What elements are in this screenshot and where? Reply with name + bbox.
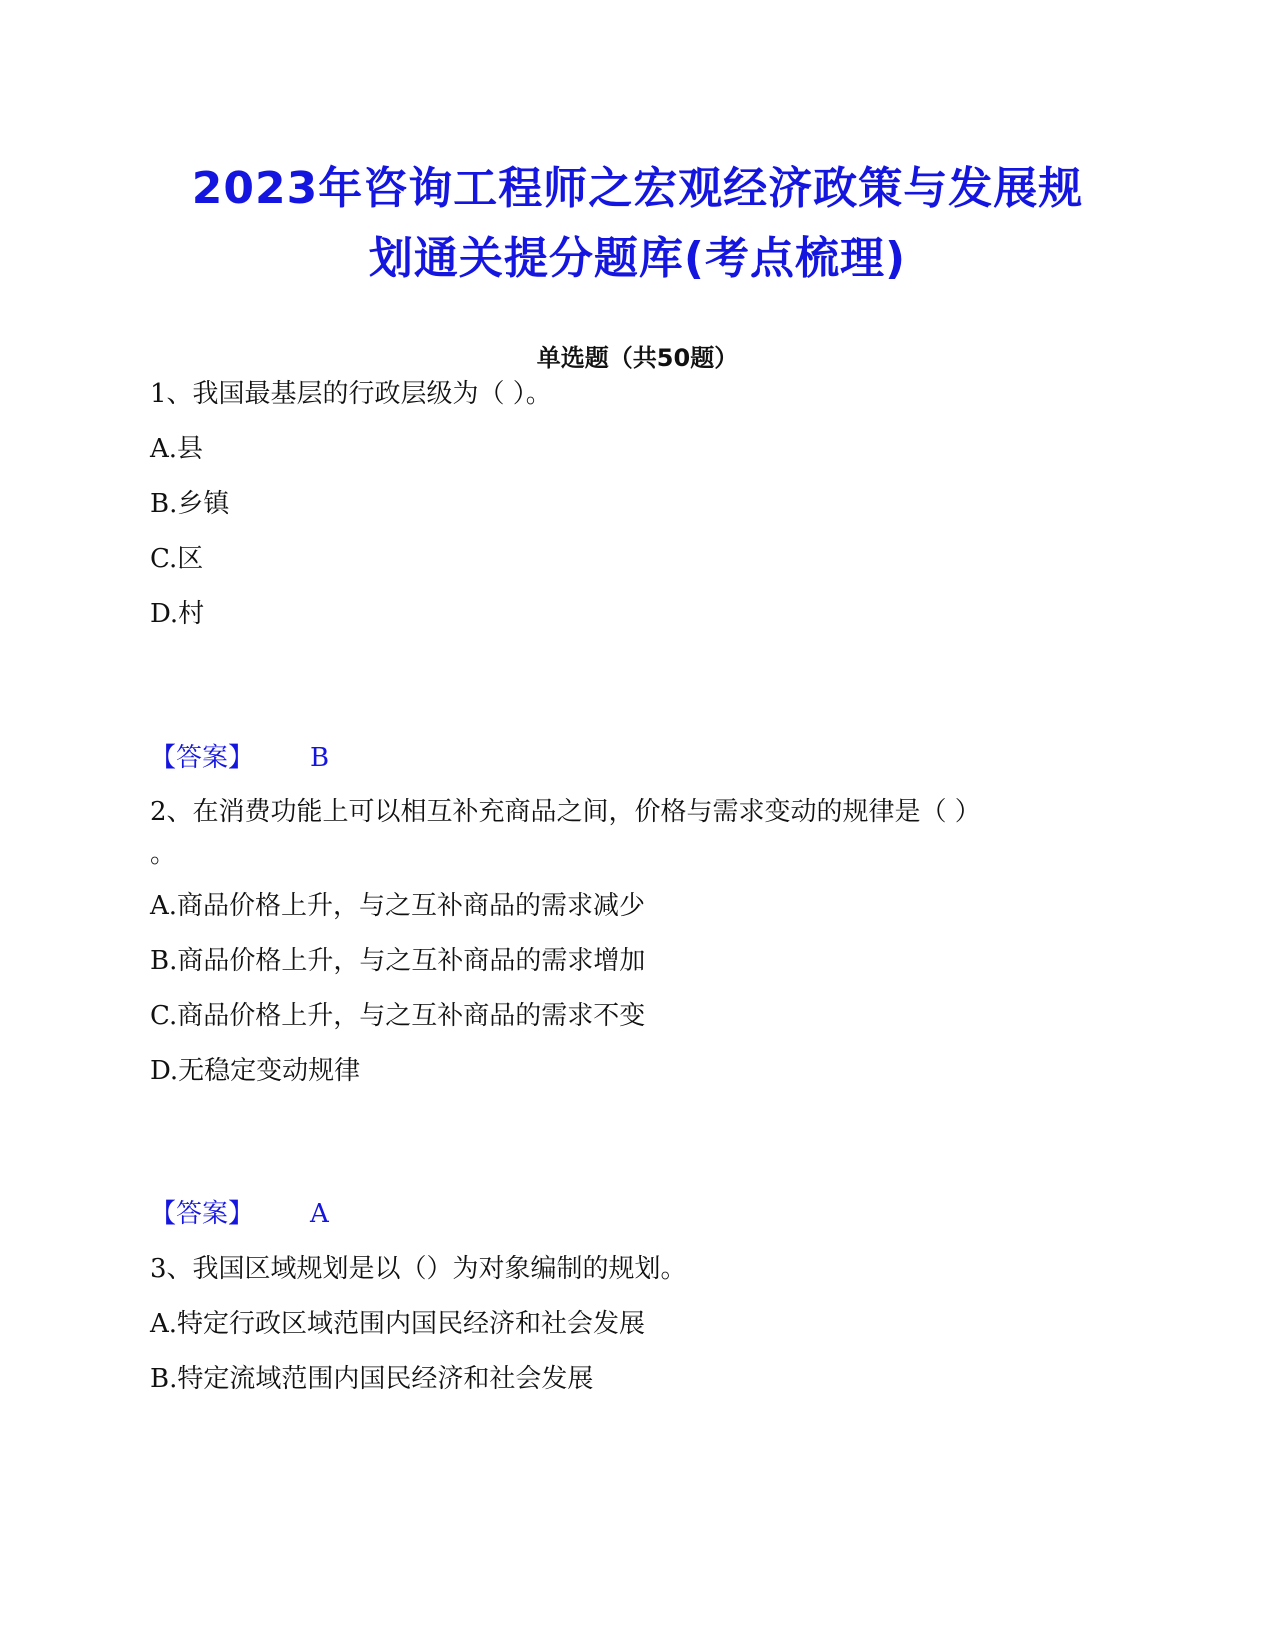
- question-3-stem: 3、我国区域规划是以（）为对象编制的规划。: [150, 1254, 687, 1284]
- question-1-option-c: C.区: [150, 544, 204, 574]
- document-title-line-2: 划通关提分题库(考点梳理): [368, 233, 907, 284]
- question-2-stem-continuation: 。: [150, 839, 177, 869]
- question-1-option-b: B.乡镇: [150, 489, 230, 519]
- answer-value: B: [310, 743, 330, 773]
- question-1-answer: [150, 742, 330, 774]
- question-2-option-c: C.商品价格上升，与之互补商品的需求不变: [150, 1001, 646, 1031]
- answer-label: 【答案】: [150, 1199, 255, 1229]
- question-2-option-a: A.商品价格上升，与之互补商品的需求减少: [150, 891, 646, 921]
- question-3-option-a: A.特定行政区域范围内国民经济和社会发展: [150, 1309, 646, 1339]
- answer-label: 【答案】: [150, 743, 255, 773]
- question-2-option-b: B.商品价格上升，与之互补商品的需求增加: [150, 946, 646, 976]
- question-3-option-b: B.特定流域范围内国民经济和社会发展: [150, 1364, 594, 1394]
- question-2-option-d: D.无稳定变动规律: [150, 1056, 361, 1086]
- document-title-line-1: 2023年咨询工程师之宏观经济政策与发展规: [191, 163, 1084, 214]
- question-1-option-a: A.县: [150, 434, 204, 464]
- answer-value: A: [310, 1199, 329, 1229]
- question-1-option-d: D.村: [150, 599, 205, 629]
- question-2-stem: 2、在消费功能上可以相互补充商品之间，价格与需求变动的规律是（ ）: [150, 797, 981, 827]
- question-2-answer: [150, 1198, 329, 1230]
- question-1-stem: 1、我国最基层的行政层级为（ ）。: [150, 379, 552, 409]
- section-header: 单选题（共50题）: [536, 344, 739, 372]
